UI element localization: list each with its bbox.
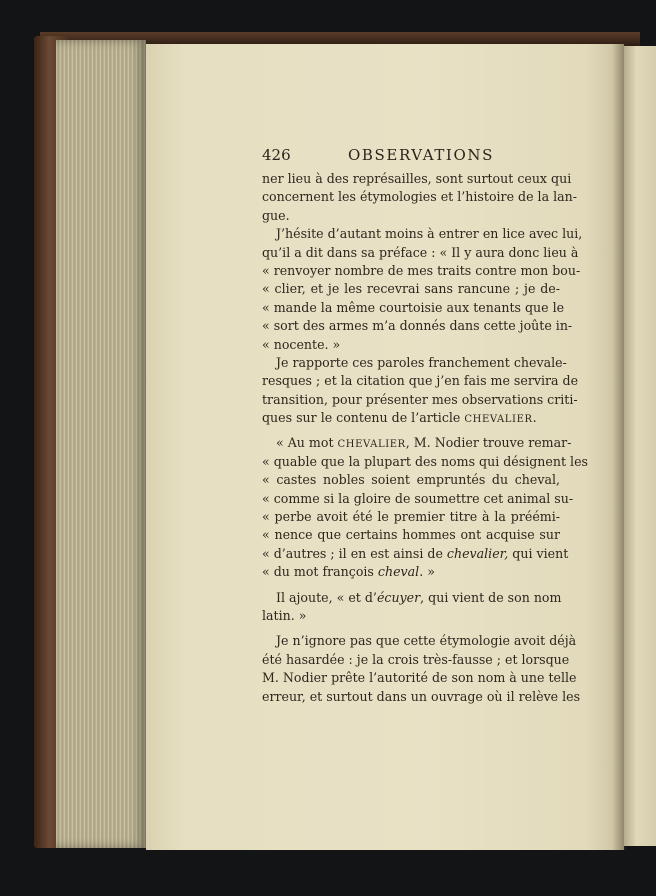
text-line xyxy=(262,434,572,452)
paragraph-gap xyxy=(262,625,560,632)
text-line: « nence que certains hommes ont acquise sur xyxy=(262,527,560,543)
text-line: gue. xyxy=(262,207,290,223)
text-run: , qui vient de son nom xyxy=(420,589,562,605)
page-number: 426 xyxy=(262,146,291,164)
text-line: transition, pour présenter mes observations criti- xyxy=(262,391,578,407)
text-line xyxy=(262,409,560,427)
text-run: . » xyxy=(419,564,435,580)
text-line xyxy=(262,545,569,563)
text-line: « quable que la plupart des noms qui désignent les xyxy=(262,453,588,469)
text-run: « Au mot xyxy=(276,435,338,451)
page-edges xyxy=(56,40,146,848)
text-run: qui vient xyxy=(508,545,569,561)
text-line: M. Nodier prête l’autorité de son nom à une telle xyxy=(262,670,577,686)
text-line xyxy=(262,589,560,607)
text-line: « nocente. » xyxy=(262,336,341,352)
text-line: latin. » xyxy=(262,607,307,623)
text-run: chevalier, xyxy=(446,545,509,561)
text-line: J’hésite d’autant moins à entrer en lice avec lui, xyxy=(276,226,583,242)
paragraph-gap xyxy=(262,427,560,434)
running-head: OBSERVATIONS xyxy=(348,146,494,164)
text-run: cheval xyxy=(377,564,420,580)
text-run: Il ajoute, « et d’ xyxy=(276,589,377,605)
body-text xyxy=(262,170,588,706)
text-line: « mande la même courtoisie aux tenants que le xyxy=(262,299,565,315)
text-line: « sort des armes m’a donnés dans cette joûte in- xyxy=(262,318,573,334)
text-line: concernent les étymologies et l’histoire de la lan- xyxy=(262,189,577,205)
text-run: CHEVALIER xyxy=(464,414,533,426)
text-run: « du mot françois xyxy=(262,564,378,580)
text-run: « d’autres ; il en est ainsi de xyxy=(262,545,447,561)
text-line: été hasardée : je la crois très-fausse ; et lorsque xyxy=(262,651,570,667)
text-line: ner lieu à des représailles, sont surtout ceux qui xyxy=(262,171,572,186)
text-line: Je rapporte ces paroles franchement chevale- xyxy=(276,354,567,370)
text-run: écuyer xyxy=(376,589,421,605)
text-run: ques sur le contenu de l’article xyxy=(262,410,465,426)
facing-page-edge xyxy=(624,46,656,846)
text-line: « clier, et je les recevrai sans rancune ; je de- xyxy=(262,281,560,297)
text-line: erreur, et surtout dans un ouvrage où il relève les xyxy=(262,688,581,704)
text-line: « renvoyer nombre de mes traits contre mon bou- xyxy=(262,262,581,278)
text-line xyxy=(262,563,560,581)
text-run: CHEVALIER xyxy=(337,439,406,451)
paragraph-gap xyxy=(262,582,560,589)
page-header xyxy=(262,146,562,166)
text-run: , M. Nodier trouve remar- xyxy=(405,435,572,451)
text-line: « castes nobles soient empruntés du cheval, xyxy=(262,472,560,488)
text-line: qu’il a dit dans sa préface : « Il y aura donc lieu à xyxy=(262,244,579,260)
text-line: Je n’ignore pas que cette étymologie avoit déjà xyxy=(276,633,577,649)
text-run: . xyxy=(532,410,537,426)
text-line: resques ; et la citation que j’en fais me servira de xyxy=(262,373,579,389)
text-line: « comme si la gloire de soumettre cet animal su- xyxy=(262,490,574,506)
text-line: « perbe avoit été le premier titre à la préémi- xyxy=(262,509,560,525)
